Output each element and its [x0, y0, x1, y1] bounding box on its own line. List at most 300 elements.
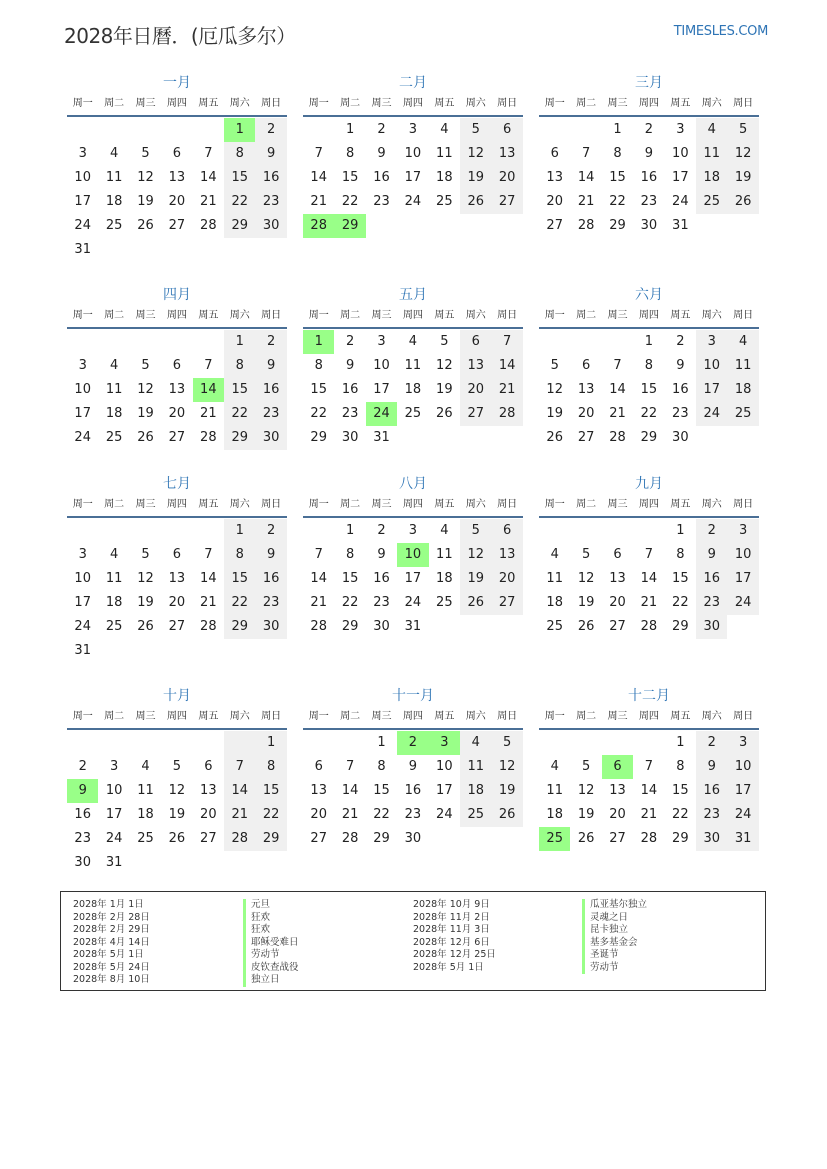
weekday-label: 周一 [72, 310, 93, 321]
day-cell: 15 [373, 783, 390, 798]
weekday-label: 周六 [701, 711, 722, 722]
empty-cell [130, 731, 161, 755]
day-cell: 21 [200, 595, 217, 610]
legend-date: 2028年 1月 1日 [73, 899, 144, 910]
day-cell: 18 [727, 378, 758, 402]
day-cell: 17 [74, 595, 91, 610]
legend-holiday-name: 劳动节 [582, 962, 647, 975]
weekday-header [539, 706, 759, 730]
day-cell: 1 [224, 330, 255, 354]
holiday-day-cell: 28 [303, 214, 334, 238]
legend-date: 2028年 12月 6日 [413, 936, 490, 948]
weekday-label: 周日 [733, 310, 754, 321]
day-cell: 6 [460, 330, 491, 354]
day-cell: 7 [644, 759, 654, 774]
day-cell: 28 [640, 831, 658, 846]
day-grid [67, 519, 287, 663]
day-cell: 26 [137, 218, 154, 233]
empty-cell [602, 519, 633, 543]
holiday-day-cell: 1 [303, 330, 334, 354]
day-cell: 7 [204, 358, 213, 373]
empty-cell [130, 519, 161, 543]
day-cell: 26 [137, 619, 154, 634]
weekday-header [539, 305, 759, 329]
legend-date: 2028年 11月 2日 [413, 911, 490, 923]
day-cell: 13 [310, 783, 327, 798]
empty-cell [161, 731, 192, 755]
legend-holiday-name: 狂欢 [243, 912, 299, 925]
weekday-header [67, 305, 287, 329]
month-name: 六月 [635, 287, 663, 303]
day-cell: 5 [460, 118, 491, 142]
empty-cell [539, 519, 570, 543]
legend-date: 2028年 2月 28日 [73, 911, 150, 923]
holiday-day-cell: 25 [539, 827, 570, 851]
empty-cell [570, 519, 601, 543]
weekday-header [67, 494, 287, 518]
weekday-label: 周四 [166, 310, 187, 321]
day-cell: 23 [672, 406, 689, 421]
day-cell: 19 [577, 595, 595, 610]
weekday-label: 周四 [638, 310, 659, 321]
day-cell: 6 [581, 358, 591, 373]
day-cell: 12 [546, 382, 563, 397]
day-cell: 7 [204, 547, 213, 562]
site-link[interactable]: TIMESLES.COM [673, 24, 768, 39]
empty-cell [303, 731, 334, 755]
day-cell: 13 [546, 170, 563, 185]
day-cell: 17 [373, 382, 390, 397]
month-name: 八月 [399, 476, 427, 492]
day-cell: 19 [460, 567, 491, 591]
day-cell: 23 [255, 591, 286, 615]
day-cell: 24 [404, 194, 422, 209]
day-cell: 12 [460, 142, 491, 166]
day-cell: 29 [224, 214, 255, 238]
weekday-label: 周五 [434, 711, 455, 722]
weekday-header [539, 93, 759, 117]
day-cell: 18 [436, 170, 453, 185]
month-block [67, 686, 287, 875]
day-cell: 11 [546, 783, 563, 798]
day-cell: 26 [460, 190, 491, 214]
holiday-day-cell: 24 [366, 402, 397, 426]
day-cell: 22 [609, 194, 626, 209]
day-cell: 19 [137, 194, 154, 209]
day-cell: 30 [255, 615, 286, 639]
day-cell: 24 [74, 430, 91, 445]
day-cell: 10 [727, 755, 758, 779]
day-cell: 2 [696, 731, 727, 755]
day-cell: 15 [255, 779, 286, 803]
weekday-label: 周四 [638, 98, 659, 109]
day-cell: 23 [373, 194, 390, 209]
day-cell: 3 [696, 330, 727, 354]
day-cell: 31 [373, 430, 390, 445]
day-cell: 11 [436, 547, 453, 562]
day-cell: 24 [727, 591, 758, 615]
day-cell: 11 [137, 783, 154, 798]
empty-cell [570, 731, 601, 755]
weekday-label: 周日 [261, 711, 282, 722]
empty-cell [67, 731, 98, 755]
weekday-label: 周二 [340, 98, 361, 109]
day-cell: 22 [310, 406, 327, 421]
day-cell: 29 [224, 426, 255, 450]
day-cell: 13 [200, 783, 217, 798]
weekday-label: 周日 [497, 310, 518, 321]
day-cell: 1 [345, 122, 355, 137]
day-cell: 30 [341, 430, 359, 445]
day-cell: 25 [436, 194, 453, 209]
legend-date: 2028年 4月 14日 [73, 936, 150, 948]
legend-date: 2028年 8月 10日 [73, 974, 150, 985]
day-cell: 22 [255, 803, 286, 827]
day-cell: 25 [696, 190, 727, 214]
empty-cell [224, 731, 255, 755]
day-cell: 21 [491, 378, 522, 402]
day-cell: 14 [341, 783, 359, 798]
day-cell: 4 [109, 547, 119, 562]
day-cell: 30 [74, 855, 91, 870]
month-block [539, 474, 759, 639]
day-cell: 1 [613, 122, 622, 137]
day-cell: 1 [676, 523, 685, 538]
day-cell: 7 [491, 330, 522, 354]
day-cell: 4 [141, 759, 150, 774]
empty-cell [193, 330, 224, 354]
day-cell: 7 [345, 759, 355, 774]
empty-cell [98, 519, 129, 543]
month-block [539, 285, 759, 450]
day-cell: 1 [676, 735, 685, 750]
holiday-day-cell: 1 [224, 118, 255, 142]
day-cell: 5 [440, 334, 449, 349]
empty-cell [570, 118, 601, 142]
day-cell: 9 [676, 358, 685, 373]
day-cell: 5 [550, 358, 559, 373]
day-cell: 15 [224, 166, 255, 190]
day-cell: 26 [168, 831, 186, 846]
day-cell: 12 [137, 382, 154, 397]
day-cell: 4 [109, 358, 119, 373]
day-cell: 21 [200, 406, 217, 421]
day-grid [539, 519, 759, 639]
day-cell: 28 [609, 430, 626, 445]
empty-cell [130, 118, 161, 142]
empty-cell [193, 118, 224, 142]
legend-date: 2028年 2月 29日 [73, 924, 150, 935]
day-cell: 11 [105, 382, 123, 397]
legend-date: 2028年 12月 25日 [413, 949, 496, 960]
day-cell: 28 [200, 619, 217, 634]
day-cell: 19 [491, 779, 522, 803]
day-cell: 9 [345, 358, 355, 373]
holiday-day-cell: 14 [193, 378, 224, 402]
holiday-day-cell: 6 [602, 755, 633, 779]
day-cell: 27 [577, 430, 595, 445]
day-cell: 27 [546, 218, 563, 233]
day-cell: 15 [224, 378, 255, 402]
weekday-label: 周四 [402, 711, 423, 722]
day-cell: 14 [310, 571, 327, 586]
month-name: 十二月 [628, 688, 670, 704]
day-cell: 14 [224, 779, 255, 803]
weekday-label: 周四 [166, 499, 187, 510]
month-block [303, 474, 523, 639]
day-cell: 23 [696, 803, 727, 827]
empty-cell [130, 330, 161, 354]
legend-holiday-name: 独立日 [243, 974, 299, 987]
day-cell: 3 [727, 731, 758, 755]
day-cell: 19 [727, 166, 758, 190]
weekday-label: 周五 [198, 711, 219, 722]
day-cell: 1 [255, 731, 286, 755]
day-cell: 8 [224, 543, 255, 567]
empty-cell [602, 731, 633, 755]
day-cell: 16 [373, 170, 390, 185]
day-cell: 5 [141, 358, 150, 373]
weekday-label: 周五 [670, 310, 691, 321]
day-cell: 12 [577, 571, 595, 586]
day-cell: 14 [640, 783, 658, 798]
holiday-day-cell: 3 [429, 731, 460, 755]
empty-cell [161, 519, 192, 543]
day-cell: 10 [404, 146, 422, 161]
day-grid [67, 330, 287, 450]
empty-cell [67, 118, 98, 142]
day-cell: 2 [696, 519, 727, 543]
weekday-label: 周日 [497, 711, 518, 722]
holiday-day-cell: 29 [334, 214, 365, 238]
day-cell: 21 [224, 803, 255, 827]
day-cell: 21 [640, 807, 658, 822]
day-cell: 12 [137, 571, 154, 586]
weekday-label: 周三 [371, 499, 392, 510]
day-cell: 20 [200, 807, 217, 822]
day-cell: 25 [460, 803, 491, 827]
day-cell: 22 [373, 807, 390, 822]
day-cell: 10 [74, 170, 91, 185]
day-cell: 4 [408, 334, 418, 349]
month-name: 九月 [635, 476, 663, 492]
weekday-label: 周五 [434, 499, 455, 510]
day-cell: 26 [546, 430, 563, 445]
day-cell: 18 [546, 595, 563, 610]
day-cell: 29 [224, 615, 255, 639]
empty-cell [539, 118, 570, 142]
day-cell: 5 [727, 118, 758, 142]
day-cell: 25 [137, 831, 154, 846]
weekday-label: 周二 [340, 310, 361, 321]
day-cell: 10 [105, 783, 123, 798]
day-grid [303, 519, 523, 639]
day-cell: 5 [491, 731, 522, 755]
legend-holiday-name: 皮钦查战役 [243, 962, 299, 975]
day-cell: 16 [255, 166, 286, 190]
day-cell: 16 [373, 571, 390, 586]
day-cell: 30 [696, 827, 727, 851]
day-cell: 8 [613, 146, 622, 161]
day-cell: 22 [640, 406, 658, 421]
day-cell: 19 [577, 807, 595, 822]
day-cell: 9 [408, 759, 418, 774]
legend-names-right [582, 899, 647, 974]
day-cell: 8 [255, 755, 286, 779]
day-grid [67, 118, 287, 262]
day-cell: 24 [74, 619, 91, 634]
day-cell: 25 [436, 595, 453, 610]
day-cell: 21 [640, 595, 658, 610]
day-cell: 23 [640, 194, 658, 209]
day-cell: 9 [255, 543, 286, 567]
weekday-label: 周四 [638, 499, 659, 510]
day-cell: 20 [168, 194, 186, 209]
month-name: 十月 [163, 688, 191, 704]
day-cell: 8 [224, 142, 255, 166]
day-cell: 7 [644, 547, 654, 562]
weekday-label: 周三 [607, 499, 628, 510]
day-cell: 29 [255, 827, 286, 851]
weekday-label: 周一 [544, 98, 565, 109]
day-cell: 12 [436, 358, 453, 373]
weekday-label: 周一 [308, 499, 329, 510]
day-cell: 30 [404, 831, 422, 846]
day-cell: 29 [640, 430, 658, 445]
empty-cell [303, 519, 334, 543]
weekday-header [539, 494, 759, 518]
day-cell: 10 [727, 543, 758, 567]
weekday-label: 周一 [308, 711, 329, 722]
day-cell: 17 [74, 406, 91, 421]
month-name: 七月 [163, 476, 191, 492]
day-cell: 6 [613, 547, 622, 562]
day-cell: 16 [74, 807, 91, 822]
day-cell: 28 [310, 619, 327, 634]
day-cell: 24 [696, 402, 727, 426]
day-cell: 5 [460, 519, 491, 543]
weekday-label: 周五 [434, 310, 455, 321]
day-cell: 22 [341, 194, 359, 209]
day-cell: 21 [609, 406, 626, 421]
day-cell: 30 [672, 430, 689, 445]
day-cell: 6 [491, 519, 522, 543]
weekday-label: 周三 [607, 310, 628, 321]
day-cell: 6 [314, 759, 323, 774]
weekday-label: 周四 [166, 711, 187, 722]
weekday-label: 周二 [340, 499, 361, 510]
day-cell: 28 [491, 402, 522, 426]
day-cell: 17 [727, 567, 758, 591]
day-cell: 1 [345, 523, 355, 538]
day-cell: 13 [491, 142, 522, 166]
weekday-label: 周六 [465, 711, 486, 722]
day-cell: 24 [105, 831, 123, 846]
day-cell: 10 [436, 759, 453, 774]
day-cell: 27 [460, 402, 491, 426]
weekday-label: 周六 [465, 98, 486, 109]
day-cell: 30 [696, 615, 727, 639]
day-cell: 27 [491, 190, 522, 214]
empty-cell [67, 519, 98, 543]
day-cell: 31 [404, 619, 422, 634]
weekday-header [303, 305, 523, 329]
day-cell: 29 [609, 218, 626, 233]
day-cell: 24 [74, 218, 91, 233]
weekday-label: 周一 [72, 499, 93, 510]
day-cell: 15 [341, 170, 359, 185]
holiday-day-cell: 9 [67, 779, 98, 803]
day-cell: 9 [696, 543, 727, 567]
weekday-label: 周六 [701, 98, 722, 109]
weekday-label: 周二 [104, 499, 125, 510]
month-block [67, 285, 287, 450]
weekday-label: 周六 [229, 98, 250, 109]
day-cell: 4 [727, 330, 758, 354]
day-cell: 24 [436, 807, 453, 822]
day-cell: 3 [78, 547, 87, 562]
weekday-label: 周五 [670, 98, 691, 109]
day-cell: 14 [609, 382, 626, 397]
weekday-label: 周一 [72, 98, 93, 109]
legend-holiday-name: 昆卡独立 [582, 924, 647, 937]
day-cell: 20 [491, 166, 522, 190]
day-cell: 12 [460, 543, 491, 567]
day-cell: 5 [141, 547, 150, 562]
weekday-label: 周二 [340, 711, 361, 722]
month-name: 五月 [399, 287, 427, 303]
month-block [539, 73, 759, 238]
weekday-header [303, 93, 523, 117]
weekday-label: 周一 [308, 310, 329, 321]
day-cell: 17 [105, 807, 123, 822]
month-name: 一月 [163, 75, 191, 91]
day-cell: 8 [345, 547, 355, 562]
day-cell: 24 [404, 595, 422, 610]
day-cell: 17 [672, 170, 689, 185]
day-cell: 26 [460, 591, 491, 615]
weekday-label: 周一 [72, 711, 93, 722]
day-cell: 10 [74, 571, 91, 586]
weekday-label: 周四 [402, 499, 423, 510]
day-cell: 28 [200, 430, 217, 445]
day-cell: 25 [105, 619, 123, 634]
day-cell: 14 [577, 170, 595, 185]
day-cell: 21 [310, 595, 327, 610]
weekday-label: 周五 [198, 310, 219, 321]
weekday-label: 周日 [733, 98, 754, 109]
day-cell: 31 [74, 242, 91, 257]
legend-holiday-name: 劳动节 [243, 949, 299, 962]
day-cell: 8 [644, 358, 654, 373]
day-cell: 20 [491, 567, 522, 591]
day-cell: 18 [105, 194, 123, 209]
day-cell: 8 [314, 358, 323, 373]
day-cell: 3 [109, 759, 119, 774]
legend-dates-right [413, 899, 496, 974]
day-cell: 22 [224, 190, 255, 214]
day-cell: 8 [224, 354, 255, 378]
day-cell: 25 [105, 430, 123, 445]
day-cell: 23 [696, 591, 727, 615]
day-cell: 16 [341, 382, 359, 397]
day-cell: 20 [609, 595, 626, 610]
day-cell: 9 [255, 354, 286, 378]
empty-cell [570, 330, 601, 354]
day-cell: 2 [255, 519, 286, 543]
day-cell: 7 [581, 146, 591, 161]
empty-cell [602, 330, 633, 354]
